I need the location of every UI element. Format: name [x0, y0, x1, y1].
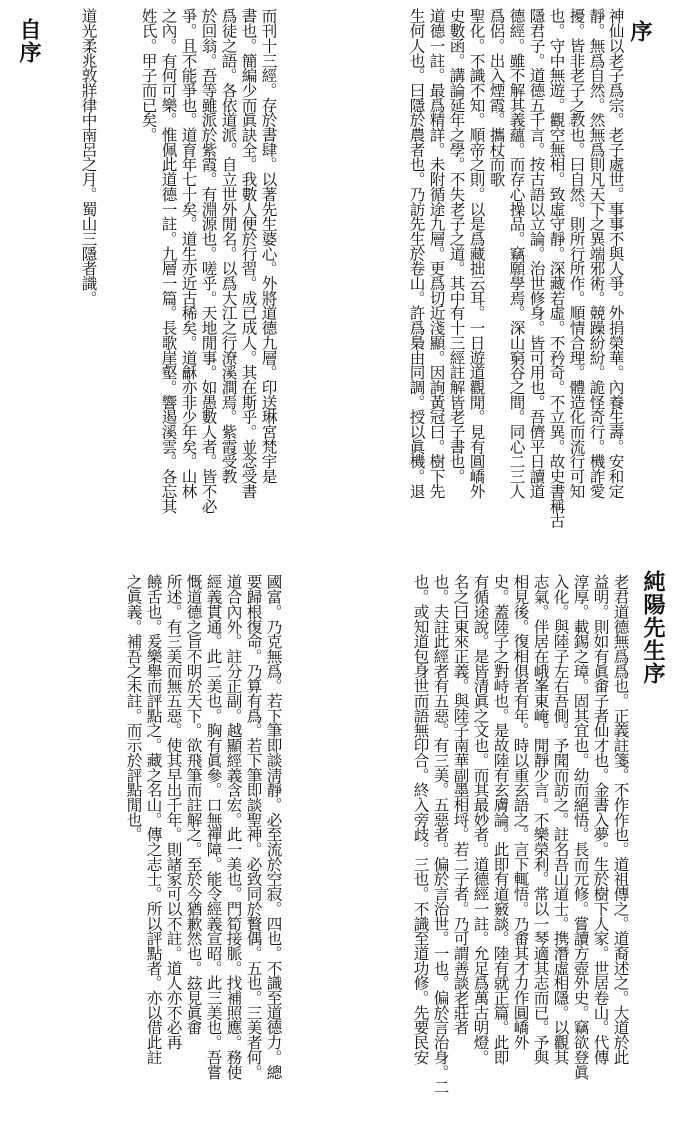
preface-second-column-17: 慨道德之旨不明於天下。欲飛筆而註解之。至於今猶歉然也。玆見眞畬	[184, 574, 203, 1035]
chunyang-preface-title: 純陽先生序	[640, 570, 666, 685]
preface-main-column-19: 姓氏。甲子而已矣。	[139, 8, 158, 142]
preface-second-panel	[0, 556, 683, 1122]
preface-main-column-1: 神仙以老子爲宗。老子處世。事事不與人爭。外捐榮華。內養生壽。安和定	[606, 8, 625, 499]
preface-second-column-14: 要歸根復命。乃算有爲。若下筆即談聖神。必致同於贅偶。五也。三美者何。	[244, 574, 263, 1079]
preface-second-column-7: 史。蓋陸子之對峙也。是故陸有玄膚論。此即有道竅談。陸有就正篇。此即	[491, 574, 510, 1065]
preface-main-column-7: 爲侶。出入煙霞。攜杖而歌	[487, 8, 506, 187]
preface-second-column-5: 志氣。伴居在峨峯東崦。閒靜少言。不樂榮利。常以一琴適其志而已。予與	[531, 574, 550, 1065]
preface-second-column-1: 老君道德無爲爲也。正義註箋。不作作也。道祖傳之。道裔述之。大道於此	[611, 574, 630, 1065]
preface-main-column-6: 德經。雖不解其義蘊。而存心操品。竊願學焉。深山窮谷之間。同心二三人	[507, 8, 526, 499]
preface-second-column-9: 名之曰東來正義。與陸子南華副墨相埒。若二子者。乃可謂善談老莊者	[451, 574, 470, 1035]
preface-main-column-14: 書也。簡編少而眞訣全。我數人便於行習。成已成人。其在斯乎。並念受書	[239, 8, 258, 499]
preface-main-column-21: 道光柔兆敦牂律中南呂之月。蜀山三隱者識。	[79, 8, 98, 305]
preface-main-column-16: 於回翁。吾等雖派於紫霞。有淵源也。嗟乎。天地閒事。如愚數人者。皆不必	[199, 8, 218, 513]
preface-second-column-8: 有循途說。是皆清眞之文也。而其最妙者。道德經一註。允足爲萬古明燈。	[471, 574, 490, 1065]
preface-second-column-4: 入化。與陸子左右吾側。予聞而訪之。註名吾山道士。携潛虛相隱。以觀其	[551, 574, 570, 1065]
preface-second-column-19: 饒舌也。爰樂舉而評點之。藏之名山。傳之志士。所以評點者。亦以借此註	[144, 574, 163, 1065]
preface-main-column-9: 史數函。講論延年之學。不失老子之道。其中有十三經註解皆老子書也。	[447, 8, 466, 484]
self-preface-heading: 自序	[16, 18, 42, 64]
preface-second-column-10: 也。夫註此經者有五惡。有三美。五惡者。偏於言治世。一也。偏於言治身。二	[431, 574, 450, 1094]
preface-main-column-5: 隱君子。道德五千言。按古語以立論。治世修身。皆可用也。吾儕平日讀道	[527, 8, 546, 499]
preface-second-column-6: 相見後。復相俱者有年。時以重玄語之。言下輒悟。乃畬其才力作圓嶠外	[511, 574, 530, 1050]
preface-title: 序	[627, 20, 653, 43]
preface-main-column-11: 生何人也。曰隱於農者也。乃訪先生於卷山。許爲梟由同調。授以眞機。退	[407, 8, 426, 499]
preface-main-column-3: 擾。皆非老子之教也。曰自然。則所行所作。順情合理。體造化而流行可知	[567, 8, 586, 499]
preface-second-column-15: 道合內外。註分正副。越顯經義含宏。此一美也。門筍接脈。找補照應。務使	[224, 574, 243, 1079]
preface-second-column-3: 淳厚。載錫之璋。固其宜也。幼而絕悟。長而元修。嘗讀方壺外史。竊欲登眞	[571, 574, 590, 1079]
preface-second-column-18: 所述。有三美而無五惡。使其早出千年。則諸家可以不註。道人亦不必再	[164, 574, 183, 1050]
preface-main-panel	[0, 0, 683, 556]
preface-main-column-18: 之內。有何可樂。惟佩此道德一註。九層一篇。長歌崖壑。響遏溪雲。各忘其	[159, 8, 178, 513]
preface-main-column-10: 道德一註。最爲精詳。未附循途九層。更爲切近淺顯。因詢黃冠曰。樹下先	[427, 8, 446, 499]
preface-main-column-13: 而刊十三經。存於書肆。以著先生婆心。外將道德九層。印送琳宮梵宇是	[259, 8, 278, 484]
preface-second-column-11: 也。或知道包身世而語無印合。終入旁歧。三也。不識至道功修。先要民安	[411, 574, 430, 1065]
preface-main-column-2: 靜。無爲自然。然無爲則凡天下之異端邪術。競躁紛紛。詭怪奇行。機詐愛	[587, 8, 606, 499]
preface-second-column-16: 經義貫通。此二美也。胸有眞參。口無禪障。能令經義宣昭。此三美也。吾嘗	[204, 574, 223, 1079]
preface-second-column-2: 益明。則如有眞畬子者仙才也。金書入夢。生於樹下人家。世居卷山。代傳	[591, 574, 610, 1065]
preface-main-column-15: 爲徒之語。各依道派。自立世外閒名。以爲大江之行潦溪澗焉。紫霞受教	[219, 8, 238, 484]
preface-second-column-20: 之眞義。補吾之未註。而示於評點閒也。	[124, 574, 143, 842]
preface-second-column-13: 國富。乃克無爲。若下筆即談淸靜。必至流於空寂。四也。不識至道德力。總	[264, 574, 283, 1079]
preface-main-column-4: 也。守中無遊。觀空無相。致虛守靜。深藏若虛。不矜奇。不立異。故史書稱古	[547, 8, 566, 528]
preface-main-column-8: 聖化。不識不知。順帝之則。以是爲藏拙云耳。一日遊道觀閒。見有圓嶠外	[467, 8, 486, 499]
preface-main-column-17: 爭。且不能爭也。道育年七十矣。道生亦近古稀矣。道龢亦非少年矣。山林	[179, 8, 198, 499]
